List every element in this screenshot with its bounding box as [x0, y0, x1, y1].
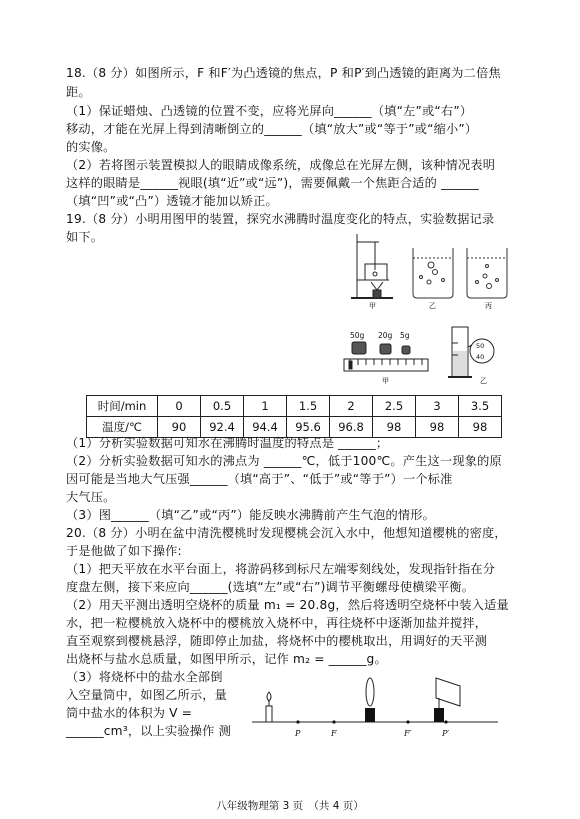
table-cell: 98 — [373, 417, 416, 438]
beaker-bing — [467, 248, 507, 298]
fig-label-bing: 丙 — [485, 302, 492, 310]
table-row — [87, 396, 502, 417]
convex-lens — [365, 678, 375, 722]
label-P-prime: P′ — [442, 729, 450, 738]
q20-p3-line2: 入空量筒中，如图乙所示，量 — [66, 688, 228, 702]
q19-p1: （1）分析实验数据可知水在沸腾时温度的特点是 ______； — [66, 436, 389, 450]
table-cell: 2.5 — [373, 396, 416, 417]
measuring-cylinder — [448, 327, 494, 377]
table-cell: 98 — [416, 417, 459, 438]
apparatus-stand — [351, 234, 393, 298]
table-cell: 温度/℃ — [87, 417, 158, 438]
table-cell: 0.5 — [201, 396, 244, 417]
q19-p2-line3: 大气压。 — [66, 490, 116, 504]
weights — [350, 331, 410, 340]
q20-p2-line4: 出烧杯与盐水总质量，如图甲所示，记作 m₂ = ______g。 — [66, 652, 387, 666]
label-F-prime: F′ — [404, 729, 412, 738]
label-P: P — [295, 729, 301, 738]
q20-p1-line1: （1）把天平放在水平台面上，将游码移到标尺左端零刻线处，发现指针指在分 — [66, 562, 496, 576]
table-cell: 95.6 — [287, 417, 330, 438]
q20-p2-line1: （2）用天平测出透明空烧杯的质量 m₁ = 20.8g，然后将透明空烧杯中装入适量 — [66, 598, 509, 612]
table-cell: 1 — [244, 396, 287, 417]
weight-20g-block — [380, 344, 391, 354]
table-cell: 0 — [158, 396, 201, 417]
q20-p3-line1: （3）将烧杯中的盐水全部倒 — [66, 670, 223, 684]
table-cell: 92.4 — [201, 417, 244, 438]
q18-p1-line2: 移动，才能在光屏上得到清晰倒立的______（填“放大”或“等于”或“缩小”） — [66, 122, 478, 136]
q20-p3-line3: 筒中盐水的体积为 V = — [66, 706, 193, 720]
q18-line2: 距。 — [66, 85, 91, 99]
q20-line2: 于是他做了如下操作: — [66, 544, 182, 558]
balance-cylinder-figure — [340, 325, 500, 387]
fig20-label-yi: 乙 — [480, 377, 487, 385]
beaker-yi — [413, 248, 453, 298]
fig20-label-jia: 甲 — [382, 377, 389, 385]
weight-5g-block — [402, 346, 410, 354]
table-cell: 96.8 — [330, 417, 373, 438]
q20-p2-line3: 直至观察到樱桃悬浮，随即停止加盐，将烧杯中的樱桃取出，用调好的天平测 — [66, 634, 488, 648]
cylinder-mark-50: 50 — [476, 342, 485, 350]
table-cell: 时间/min — [87, 396, 158, 417]
q18-p2-line3: （填“凹”或“凸”）透镜才能加以矫正。 — [66, 194, 278, 208]
table-cell: 3 — [416, 396, 459, 417]
light-screen — [434, 678, 460, 722]
weight-50g: 50g — [350, 331, 365, 340]
q18-p1-line3: 的实像。 — [66, 140, 116, 154]
q19-p2-line1: （2）分析实验数据可知水的沸点为 ______℃，低于100℃。产生这一现象的原 — [66, 454, 502, 468]
table-cell: 2 — [330, 396, 373, 417]
weight-20g: 20g — [378, 331, 393, 340]
optical-bench-figure — [248, 672, 504, 752]
q19-line2: 如下。 — [66, 230, 104, 244]
q18-p1-line1: （1）保证蜡烛、凸透镜的位置不变，应将光屏向______（填“左”或“右”） — [66, 104, 473, 118]
q19-p3: （3）图______（填“乙”或“丙”）能反映水沸腾前产生气泡的情形。 — [66, 508, 436, 522]
fig-label-yi: 乙 — [429, 302, 436, 310]
table-cell: 90 — [158, 417, 201, 438]
q19-p2-line2: 因可能是当地大气压强______（填“高于”、“低于”或“等于”）一个标准 — [66, 472, 453, 486]
q20-line1: 20.（8 分）小明在盆中清洗樱桃时发现樱桃会沉入水中，他想知道樱桃的密度， — [66, 526, 507, 540]
q18-p2-line2: 这样的眼睛是______视眼(填“近”或“远”)，需要佩戴一个焦距合适的 ______ — [66, 176, 479, 190]
fig-label-jia: 甲 — [369, 302, 376, 310]
q20-p3-line4: ______cm³，以上实验操作 测 — [66, 724, 231, 738]
boiling-apparatus-figure — [345, 232, 515, 312]
cylinder-mark-40: 40 — [476, 353, 485, 361]
table-cell: 94.4 — [244, 417, 287, 438]
table-cell: 3.5 — [459, 396, 502, 417]
q20-p1-line2: 度盘左侧，接下来应向______(选填“左”或“右”)调节平衡螺母使横梁平衡。 — [66, 580, 475, 594]
table-cell: 1.5 — [287, 396, 330, 417]
temperature-table — [86, 395, 502, 438]
label-F: F — [331, 729, 337, 738]
table-row — [87, 417, 502, 438]
q18-line1: 18.（8 分）如图所示，F 和F′为凸透镜的焦点，P 和P′到凸透镜的距离为二倍焦 — [66, 66, 501, 80]
page-footer: 八年级物理第 3 页 （共 4 页） — [216, 800, 364, 812]
scale-ruler — [344, 359, 428, 371]
q20-p2-line2: 水，把一粒樱桃放入烧杯中的樱桃放入烧杯中，再往烧杯中逐渐加盐并搅拌， — [66, 616, 488, 630]
candle — [266, 692, 272, 722]
q19-line1: 19.（8 分）小明用图甲的装置，探究水沸腾时温度变化的特点，实验数据记录 — [66, 212, 495, 226]
weight-50g-block — [352, 342, 366, 354]
table-cell: 98 — [459, 417, 502, 438]
q18-p2-line1: （2）若将图示装置模拟人的眼睛成像系统，成像总在光屏左侧，该种情况表明 — [66, 158, 496, 172]
weight-5g: 5g — [400, 331, 410, 340]
